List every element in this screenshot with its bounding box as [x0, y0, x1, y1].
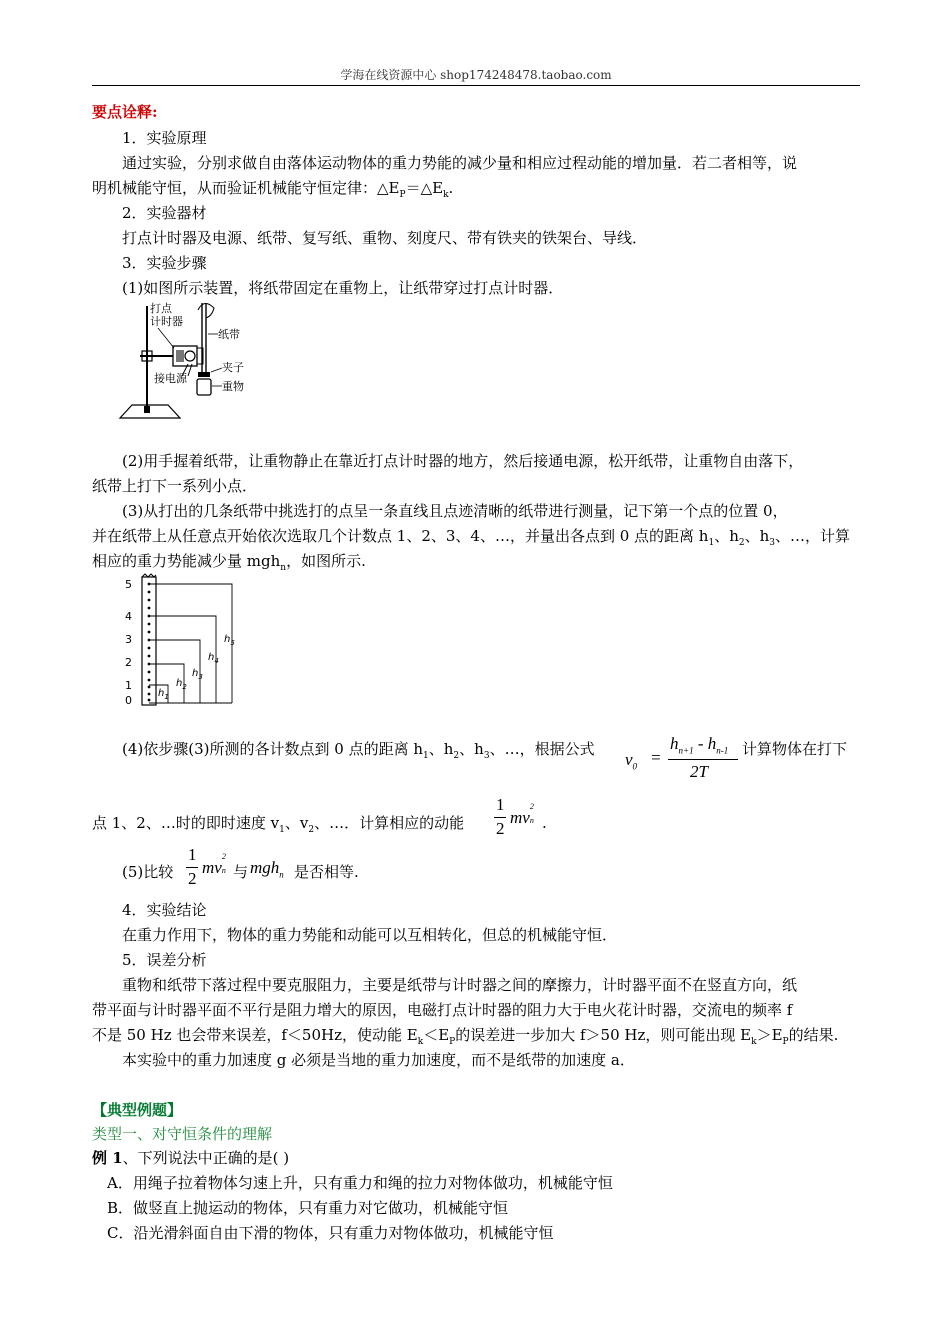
formula-numerator: $h_{n+1} - h_{n-1}$ — [670, 734, 729, 756]
h-brackets — [149, 584, 232, 703]
tape-num-3: 3 — [125, 633, 132, 646]
s3-step4-line1: (4)依步骤(3)所测的各计数点到 0 点的距离 $h_1$、$h_2$、$h_3$、…，根据公式 — [122, 740, 595, 761]
option-a: A．用绳子拉着物体匀速上升，只有重力和绳的拉力对物体做功，机械能守恒 — [107, 1174, 613, 1192]
example-1-question: 例 1、下列说法中正确的是( ) — [92, 1149, 290, 1167]
label-jishiqi: 计时器 — [150, 315, 183, 328]
timer-coil — [176, 350, 184, 362]
section-title: 要点诠释: — [92, 103, 158, 121]
formula-denominator: 2T — [690, 762, 708, 781]
s5-line2: 带平面与计时器平面不平行是阻力增大的原因，电磁打点计时器的阻力大于电火花计时器，交流电的频率 f — [92, 1001, 793, 1019]
s3-step3-line2: 并在纸带上从任意点开始依次选取几个计数点 1、2、3、4、…，并量出各点到 0 点的距离 $h_1$、$h_2$、$h_3$、…，计算 — [92, 527, 851, 548]
tape-num-1: 1 — [125, 679, 132, 692]
s2-title: 2．实验器材 — [122, 204, 207, 222]
s4-line1: 在重力作用下，物体的重力势能和动能可以互相转化，但总的机械能守恒． — [122, 926, 618, 944]
label-zhidai: 纸带 — [218, 328, 240, 341]
s3-title: 3．实验步骤 — [122, 254, 207, 272]
option-b: B．做竖直上抛运动的物体，只有重力对它做功，机械能守恒 — [107, 1199, 509, 1217]
formula-v0: $v_0$ — [625, 750, 638, 772]
tape-figure — [120, 572, 245, 710]
s3-step3-line3: 相应的重力势能减少量 mgh$_n$，如图所示. — [92, 552, 366, 573]
ke2-num: 1 — [188, 845, 197, 864]
ke2-bar — [186, 867, 198, 868]
ke-bar — [494, 817, 506, 818]
apparatus-figure — [118, 298, 258, 420]
s2-line1: 打点计时器及电源、纸带、复写纸、重物、刻度尺、带有铁夹的铁架台、导线． — [122, 229, 648, 247]
tape-num-5: 5 — [125, 578, 132, 591]
s5-line4: 本实验中的重力加速度 g 必须是当地的重力加速度，而不是纸带的加速度 a． — [122, 1051, 635, 1069]
examples-title: 【典型例题】 — [92, 1101, 183, 1119]
s3-step5-pre: (5)比较 — [122, 863, 174, 881]
s3-step4-line1-end: 计算物体在打下 — [742, 740, 848, 758]
label-h3: $h_3$ — [192, 668, 203, 681]
s3-step4-line2: 点 1、2、…时的即时速度 $v_1$、$v_2$、…．计算相应的动能 — [92, 814, 465, 835]
s3-step1: (1)如图所示装置，将纸带固定在重物上，让纸带穿过打点计时器． — [122, 279, 564, 297]
ke-num: 1 — [496, 795, 505, 814]
s3-step4-line2-end: . — [542, 814, 547, 832]
tape-num-2: 2 — [125, 656, 132, 669]
s1-title: 1．实验原理 — [122, 129, 207, 147]
s5-line1: 重物和纸带下落过程中要克服阻力，主要是纸带与计时器之间的摩擦力，计时器平面不在竖直方向，纸 — [122, 976, 798, 994]
ke-body: mv 2 n — [510, 802, 534, 827]
s3-step2-line2: 纸带上打下一系列小点． — [92, 477, 258, 495]
s1-line1: 通过实验，分别求做自由落体运动物体的重力势能的减少量和相应过程动能的增加量．若二者相等，说 — [122, 154, 798, 172]
ke2-den: 2 — [188, 869, 197, 888]
weight — [197, 379, 211, 395]
label-h1: $h_1$ — [158, 688, 169, 701]
formula-bar — [668, 759, 738, 760]
s3-step5-end: 是否相等. — [294, 863, 359, 881]
ke-den: 2 — [496, 819, 505, 838]
page-header: 学海在线资源中心 shop174248478.taobao.com — [340, 68, 612, 82]
label-h5: $h_5$ — [224, 634, 235, 647]
label-h2: $h_2$ — [176, 678, 187, 691]
clip — [198, 372, 210, 377]
label-jiazi: 夹子 — [222, 361, 244, 374]
option-c: C．沿光滑斜面自由下滑的物体，只有重力对物体做功，机械能守恒 — [107, 1224, 554, 1242]
s5-line3: 不是 50 Hz 也会带来误差，f＜50Hz，使动能 $E_k<E_P$的误差进一步加大 f＞50 Hz，则可能出现 $E_k>E_P$的结果. — [92, 1026, 839, 1047]
label-zhongwu: 重物 — [222, 380, 244, 393]
header-divider — [92, 85, 860, 86]
label-jiedianyuan: 接电源 — [154, 372, 187, 385]
s1-line2: 明机械能守恒，从而验证机械能守恒定律：$\triangle E_P=\triangle E_k$. — [92, 179, 454, 200]
label-h4: $h_4$ — [208, 652, 219, 665]
example-type1: 类型一、对守恒条件的理解 — [92, 1125, 273, 1143]
formula-eq: = — [650, 748, 662, 767]
s3-step2-line1: (2)用手握着纸带，让重物静止在靠近打点计时器的地方，然后接通电源，松开纸带，让重物自由落下， — [122, 452, 804, 470]
ke2-body: mv 2 n — [202, 852, 226, 877]
s3-step5-mid: 与 — [233, 863, 249, 881]
s5-title: 5．误差分析 — [122, 951, 207, 969]
tape-num-0: 0 — [125, 694, 132, 707]
s3-step3-line1: (3)从打出的几条纸带中挑选打的点呈一条直线且点迹清晰的纸带进行测量，记下第一个点的位置 0， — [122, 502, 788, 520]
s4-title: 4．实验结论 — [122, 901, 207, 919]
label-dadian: 打点 — [150, 302, 172, 315]
tape-num-4: 4 — [125, 610, 132, 623]
step5-mgh: mgh$_n$ — [250, 858, 284, 880]
base-clamp — [144, 406, 150, 413]
